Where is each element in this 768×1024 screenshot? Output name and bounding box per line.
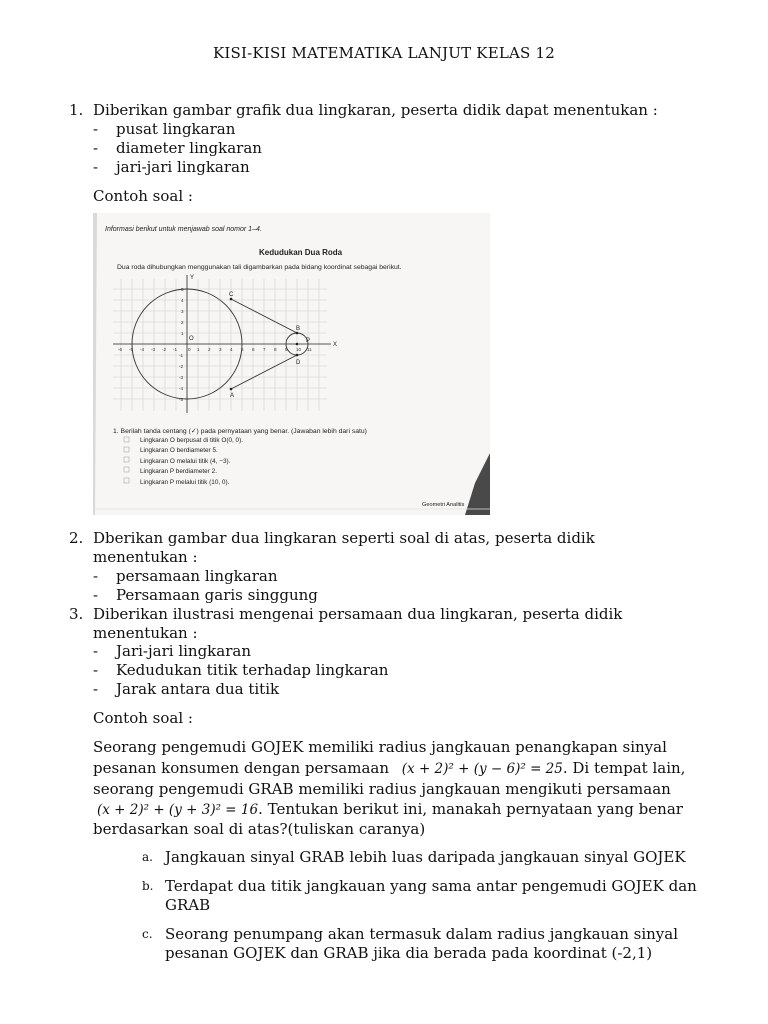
point-p-label: P <box>306 338 311 344</box>
item-3-number: 3. <box>69 605 84 623</box>
x-tick: 1 <box>197 347 200 352</box>
item-2-bullet-2: Persamaan garis singgung <box>116 586 318 604</box>
page-title: KISI-KISI MATEMATIKA LANJUT KELAS 12 <box>213 44 555 62</box>
story-line-2-text: pesanan konsumen dengan persamaan <box>93 759 389 777</box>
item-1-number: 1. <box>69 101 84 119</box>
bullet-dash: - <box>93 680 99 698</box>
x-tick: -6 <box>118 347 123 352</box>
x-tick: 3 <box>219 347 222 352</box>
point-a-dot <box>230 388 233 391</box>
x-tick: 6 <box>252 347 255 352</box>
story-line-4 <box>97 800 683 820</box>
point-b-dot <box>296 332 299 335</box>
item-3-bullet-2: Kedudukan titik terhadap lingkaran <box>116 661 389 679</box>
x-tick: 7 <box>263 347 266 352</box>
y-tick: -2 <box>179 364 184 369</box>
choice-c-text-line-2: pesanan GOJEK dan GRAB jika dia berada pada koordinat (-2,1) <box>165 944 653 962</box>
x-tick: 10 <box>296 347 302 352</box>
bullet-dash: - <box>93 120 99 138</box>
x-tick: 4 <box>230 347 233 352</box>
example-label-1: Contoh soal : <box>93 187 193 205</box>
example-label-2: Contoh soal : <box>93 709 193 727</box>
x-tick: 9 <box>285 347 288 352</box>
item-1-bullet-2: diameter lingkaran <box>116 139 262 157</box>
y-tick: -1 <box>179 353 184 358</box>
item-1-intro: Diberikan gambar grafik dua lingkaran, peserta didik dapat menentukan : <box>93 101 658 119</box>
bullet-dash: - <box>93 139 99 157</box>
y-tick: -4 <box>179 386 184 391</box>
choice-c-text-line-1: Seorang penumpang akan termasuk dalam radius jangkauan sinyal <box>165 925 678 943</box>
option-3: Lingkaran O melalui titik (4, −3). <box>140 458 231 465</box>
story-line-5: berdasarkan soal di atas?(tuliskan caranya) <box>93 820 426 838</box>
y-axis-label: Y <box>190 275 195 281</box>
bullet-dash: - <box>93 642 99 660</box>
bullet-dash: - <box>93 661 99 679</box>
figure-footer: Geometri Analitis <box>422 502 465 508</box>
choice-c-letter: c. <box>142 927 153 941</box>
bullet-dash: - <box>93 158 99 176</box>
x-tick: -5 <box>129 347 134 352</box>
point-c-label: C <box>229 292 234 298</box>
bullet-dash: - <box>93 567 99 585</box>
item-3-bullet-3: Jarak antara dua titik <box>116 680 280 698</box>
option-5: Lingkaran P melalui titik (10, 0). <box>140 479 230 486</box>
figure-question: 1. Berilah tanda centang (✓) pada pernyataan yang benar. (Jawaban lebih dari satu) <box>113 428 367 435</box>
option-1: Lingkaran O berpusat di titik O(0, 0). <box>140 437 244 444</box>
x-tick: 11 <box>307 347 312 352</box>
point-a-label: A <box>230 393 235 399</box>
y-tick: 1 <box>181 331 184 336</box>
item-1-bullet-1: pusat lingkaran <box>116 120 236 138</box>
item-3-bullet-1: Jari-jari lingkaran <box>116 642 251 660</box>
figure-caption: Dua roda dihubungkan menggunakan tali digambarkan pada bidang koordinat sebagai berikut. <box>117 264 402 271</box>
item-2-intro-line-2: menentukan : <box>93 548 198 566</box>
story-line-1: Seorang pengemudi GOJEK memiliki radius jangkauan penangkapan sinyal <box>93 738 667 756</box>
item-3-intro-line-1: Diberikan ilustrasi mengenai persamaan dua lingkaran, peserta didik <box>93 605 623 623</box>
x-axis-label: X <box>333 342 338 348</box>
x-tick: 8 <box>274 347 277 352</box>
origin-label: O <box>189 336 194 342</box>
x-tick: 0 <box>188 347 191 352</box>
point-d-dot <box>296 354 299 357</box>
story-line-2-tail: . Di tempat lain, <box>562 759 686 777</box>
y-tick: -3 <box>179 375 184 380</box>
choice-b-text-line-2: GRAB <box>165 896 211 914</box>
choice-b-letter: b. <box>142 879 154 893</box>
option-2: Lingkaran O berdiameter 5. <box>140 447 218 454</box>
point-b-label: B <box>296 326 301 332</box>
figure-heading: Kedudukan Dua Roda <box>259 248 343 257</box>
x-tick: -4 <box>140 347 145 352</box>
y-tick: 4 <box>181 298 184 303</box>
figure-info: Informasi berikut untuk menjawab soal nomor 1–4. <box>105 226 262 233</box>
item-1-bullet-3: jari-jari lingkaran <box>116 158 250 176</box>
bullet-dash: - <box>93 586 99 604</box>
y-tick: 2 <box>181 320 184 325</box>
item-3-intro-line-2: menentukan : <box>93 624 198 642</box>
x-tick: 5 <box>241 347 244 352</box>
item-2-bullet-1: persamaan lingkaran <box>116 567 278 585</box>
story-line-2 <box>93 759 685 779</box>
choice-a-letter: a. <box>142 850 153 864</box>
y-tick: 5 <box>181 287 184 292</box>
story-line-4-tail: . Tentukan berikut ini, manakah pernyataan yang benar <box>258 800 683 818</box>
equation-grab: (x + 2)² + (y + 3)² = 16 <box>97 802 259 818</box>
y-tick: -5 <box>179 397 184 402</box>
point-c-dot <box>230 298 233 301</box>
example-figure-photo <box>93 213 490 515</box>
option-4: Lingkaran P berdiameter 2. <box>140 468 217 475</box>
equation-gojek: (x + 2)² + (y − 6)² = 25 <box>401 761 563 777</box>
story-line-3: seorang pengemudi GRAB memiliki radius jangkauan mengikuti persamaan <box>93 780 671 798</box>
choice-b-text-line-1: Terdapat dua titik jangkauan yang sama antar pengemudi GOJEK dan <box>165 877 697 895</box>
x-tick: -3 <box>151 347 156 352</box>
x-tick: -2 <box>162 347 167 352</box>
x-tick: 2 <box>208 347 211 352</box>
point-p-dot <box>296 343 299 346</box>
choice-a-text: Jangkauan sinyal GRAB lebih luas daripada jangkauan sinyal GOJEK <box>165 848 686 866</box>
point-d-label: D <box>296 360 301 366</box>
item-2-intro-line-1: Dberikan gambar dua lingkaran seperti soal di atas, peserta didik <box>93 529 595 547</box>
y-tick: 3 <box>181 309 184 314</box>
item-2-number: 2. <box>69 529 84 547</box>
x-tick: -1 <box>173 347 178 352</box>
